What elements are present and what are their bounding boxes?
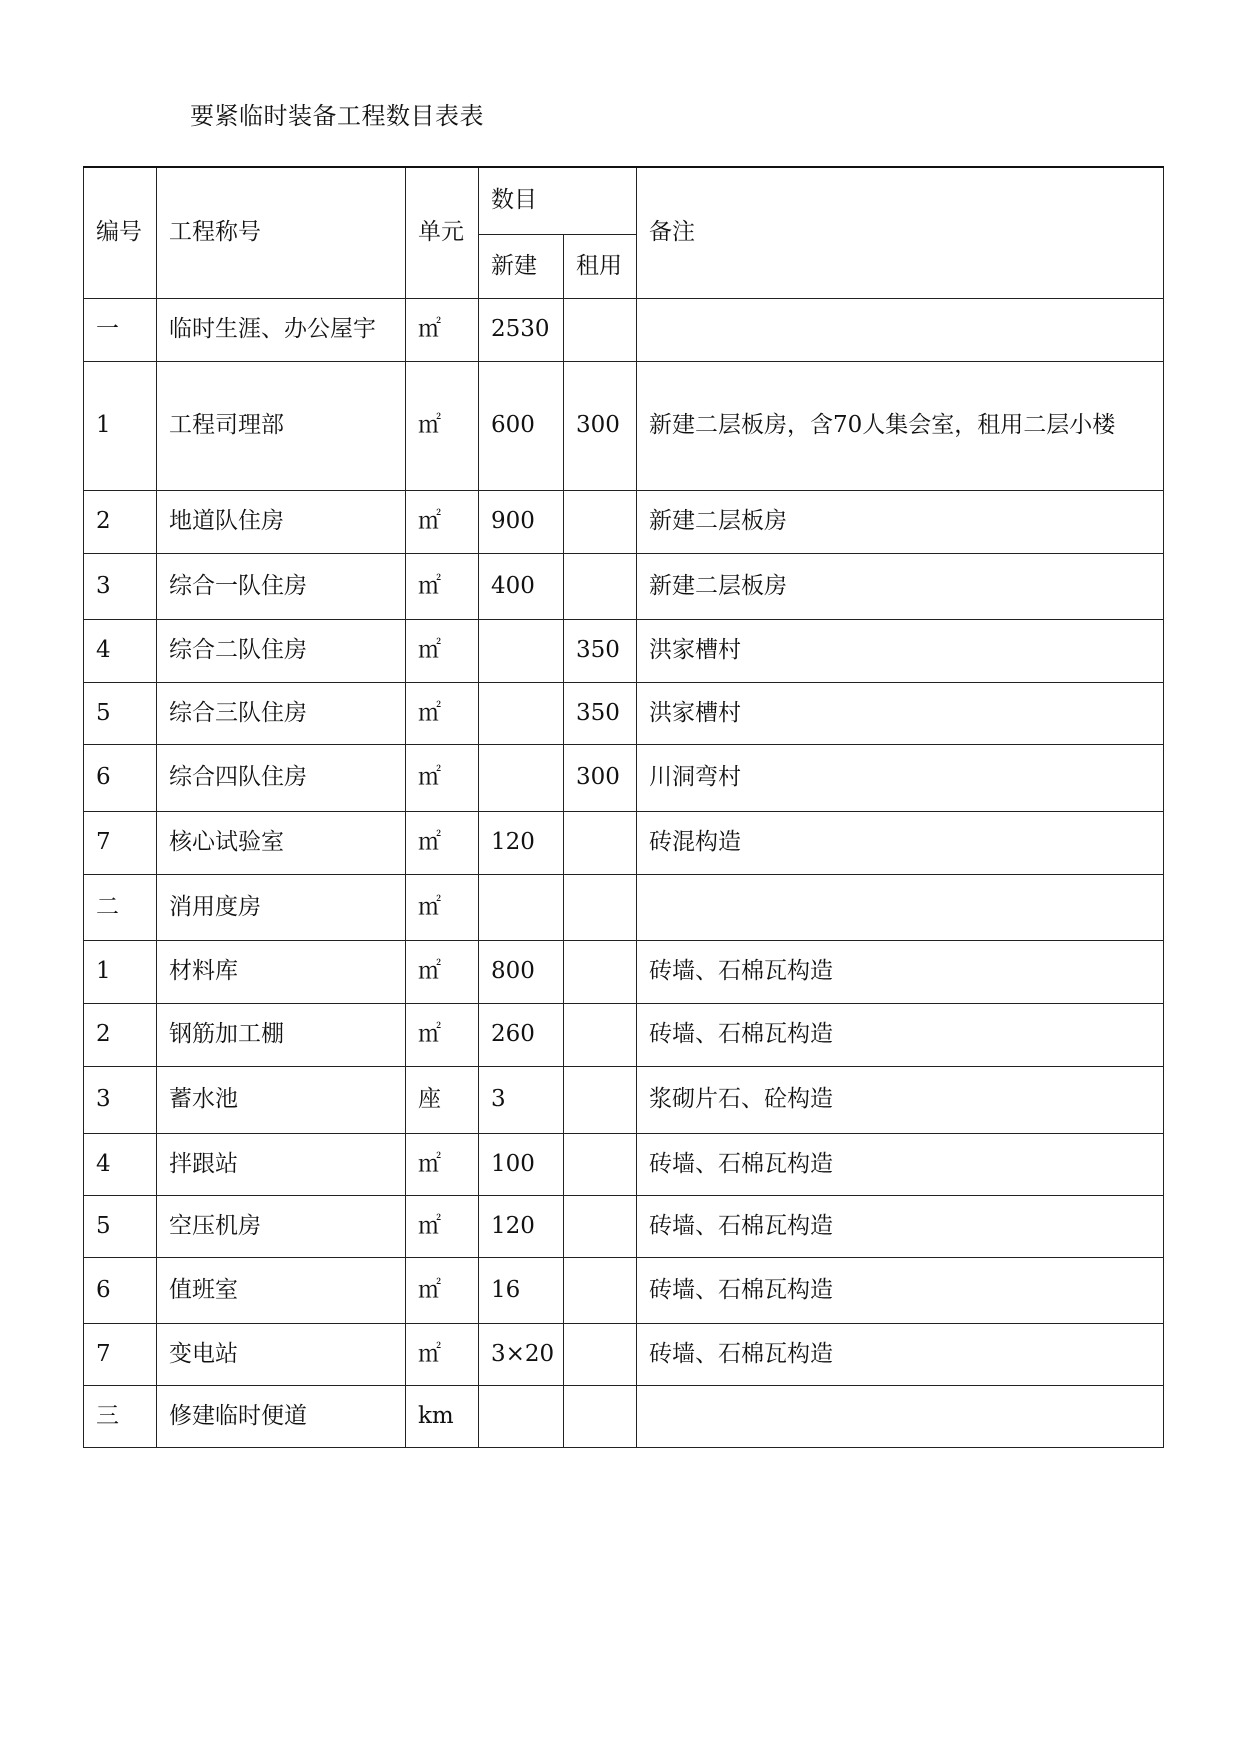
cell-unit: ㎡	[406, 1004, 479, 1067]
cell-remark	[637, 299, 1164, 362]
cell-id: 4	[84, 1134, 157, 1196]
cell-remark: 新建二层板房	[637, 554, 1164, 620]
cell-unit: km	[406, 1386, 479, 1448]
table-row	[84, 875, 1164, 941]
header-id: 编号	[84, 167, 157, 299]
cell-remark: 川洞弯村	[637, 745, 1164, 812]
table-row	[84, 1134, 1164, 1196]
cell-unit: ㎡	[406, 1324, 479, 1386]
cell-rent	[564, 1134, 637, 1196]
cell-new-build	[479, 620, 564, 683]
cell-rent	[564, 491, 637, 554]
cell-id: 6	[84, 745, 157, 812]
cell-name: 修建临时便道	[157, 1386, 406, 1448]
cell-unit: ㎡	[406, 362, 479, 491]
cell-unit: ㎡	[406, 620, 479, 683]
cell-remark: 砖墙、石棉瓦构造	[637, 1134, 1164, 1196]
table-row	[84, 1324, 1164, 1386]
cell-id: 2	[84, 491, 157, 554]
header-remark: 备注	[637, 167, 1164, 299]
table-row	[84, 554, 1164, 620]
cell-new-build: 600	[479, 362, 564, 491]
cell-rent	[564, 812, 637, 875]
cell-name: 变电站	[157, 1324, 406, 1386]
cell-remark: 浆砌片石、砼构造	[637, 1067, 1164, 1134]
cell-name: 综合二队住房	[157, 620, 406, 683]
cell-unit: ㎡	[406, 491, 479, 554]
cell-remark	[637, 875, 1164, 941]
table-row	[84, 620, 1164, 683]
cell-remark: 洪家槽村	[637, 683, 1164, 745]
cell-rent	[564, 1386, 637, 1448]
cell-unit: ㎡	[406, 1258, 479, 1324]
cell-id: 3	[84, 554, 157, 620]
cell-new-build: 120	[479, 812, 564, 875]
cell-id: 三	[84, 1386, 157, 1448]
table-row	[84, 1258, 1164, 1324]
cell-name: 综合三队住房	[157, 683, 406, 745]
table-row	[84, 683, 1164, 745]
cell-new-build: 100	[479, 1134, 564, 1196]
cell-remark: 洪家槽村	[637, 620, 1164, 683]
cell-new-build: 16	[479, 1258, 564, 1324]
header-name: 工程称号	[157, 167, 406, 299]
cell-id: 5	[84, 683, 157, 745]
cell-new-build: 260	[479, 1004, 564, 1067]
cell-name: 拌跟站	[157, 1134, 406, 1196]
header-unit: 单元	[406, 167, 479, 299]
cell-rent: 300	[564, 362, 637, 491]
cell-id: 二	[84, 875, 157, 941]
cell-name: 综合四队住房	[157, 745, 406, 812]
cell-remark: 砖墙、石棉瓦构造	[637, 1196, 1164, 1258]
cell-unit: ㎡	[406, 941, 479, 1004]
cell-id: 4	[84, 620, 157, 683]
document-title: 要紧临时装备工程数目表表	[190, 102, 484, 130]
cell-id: 1	[84, 941, 157, 1004]
table-row	[84, 362, 1164, 491]
cell-remark: 砖墙、石棉瓦构造	[637, 941, 1164, 1004]
cell-id: 7	[84, 812, 157, 875]
header-new-build: 新建	[479, 235, 564, 299]
cell-new-build: 400	[479, 554, 564, 620]
cell-name: 核心试验室	[157, 812, 406, 875]
cell-remark: 新建二层板房	[637, 491, 1164, 554]
table-row	[84, 1196, 1164, 1258]
cell-rent: 350	[564, 620, 637, 683]
table-row	[84, 491, 1164, 554]
cell-rent	[564, 875, 637, 941]
cell-new-build: 3	[479, 1067, 564, 1134]
cell-name: 蓄水池	[157, 1067, 406, 1134]
cell-rent	[564, 1067, 637, 1134]
table-row	[84, 941, 1164, 1004]
cell-rent	[564, 554, 637, 620]
cell-unit: ㎡	[406, 554, 479, 620]
cell-new-build	[479, 875, 564, 941]
cell-name: 值班室	[157, 1258, 406, 1324]
cell-id: 2	[84, 1004, 157, 1067]
cell-id: 一	[84, 299, 157, 362]
table-row	[84, 1067, 1164, 1134]
cell-id: 6	[84, 1258, 157, 1324]
cell-unit: ㎡	[406, 1134, 479, 1196]
cell-rent: 350	[564, 683, 637, 745]
cell-new-build: 3×20	[479, 1324, 564, 1386]
cell-remark: 砖墙、石棉瓦构造	[637, 1258, 1164, 1324]
cell-new-build: 900	[479, 491, 564, 554]
cell-rent	[564, 1258, 637, 1324]
cell-unit: ㎡	[406, 812, 479, 875]
cell-remark: 砖混构造	[637, 812, 1164, 875]
table-row	[84, 1004, 1164, 1067]
cell-name: 空压机房	[157, 1196, 406, 1258]
cell-name: 地道队住房	[157, 491, 406, 554]
cell-name: 消用度房	[157, 875, 406, 941]
cell-rent: 300	[564, 745, 637, 812]
cell-unit: ㎡	[406, 299, 479, 362]
cell-name: 工程司理部	[157, 362, 406, 491]
cell-new-build	[479, 1386, 564, 1448]
cell-new-build	[479, 745, 564, 812]
cell-new-build	[479, 683, 564, 745]
cell-id: 5	[84, 1196, 157, 1258]
cell-rent	[564, 299, 637, 362]
cell-rent	[564, 1324, 637, 1386]
cell-unit: ㎡	[406, 745, 479, 812]
header-row-top	[84, 167, 1164, 235]
cell-new-build: 120	[479, 1196, 564, 1258]
cell-remark: 砖墙、石棉瓦构造	[637, 1324, 1164, 1386]
cell-remark: 砖墙、石棉瓦构造	[637, 1004, 1164, 1067]
cell-rent	[564, 941, 637, 1004]
cell-rent	[564, 1004, 637, 1067]
header-rent: 租用	[564, 235, 637, 299]
cell-unit: ㎡	[406, 875, 479, 941]
cell-remark: 新建二层板房，含70人集会室，租用二层小楼	[637, 362, 1164, 491]
cell-name: 钢筋加工棚	[157, 1004, 406, 1067]
quantity-table	[83, 166, 1164, 1448]
cell-name: 材料库	[157, 941, 406, 1004]
cell-id: 3	[84, 1067, 157, 1134]
cell-name: 临时生涯、办公屋宇	[157, 299, 406, 362]
cell-name: 综合一队住房	[157, 554, 406, 620]
cell-id: 1	[84, 362, 157, 491]
cell-rent	[564, 1196, 637, 1258]
cell-new-build: 800	[479, 941, 564, 1004]
cell-id: 7	[84, 1324, 157, 1386]
cell-remark	[637, 1386, 1164, 1448]
header-quantity: 数目	[479, 167, 637, 235]
cell-new-build: 2530	[479, 299, 564, 362]
cell-unit: ㎡	[406, 1196, 479, 1258]
table-row	[84, 812, 1164, 875]
table-row	[84, 745, 1164, 812]
table-row	[84, 299, 1164, 362]
cell-unit: 座	[406, 1067, 479, 1134]
table-row	[84, 1386, 1164, 1448]
cell-unit: ㎡	[406, 683, 479, 745]
